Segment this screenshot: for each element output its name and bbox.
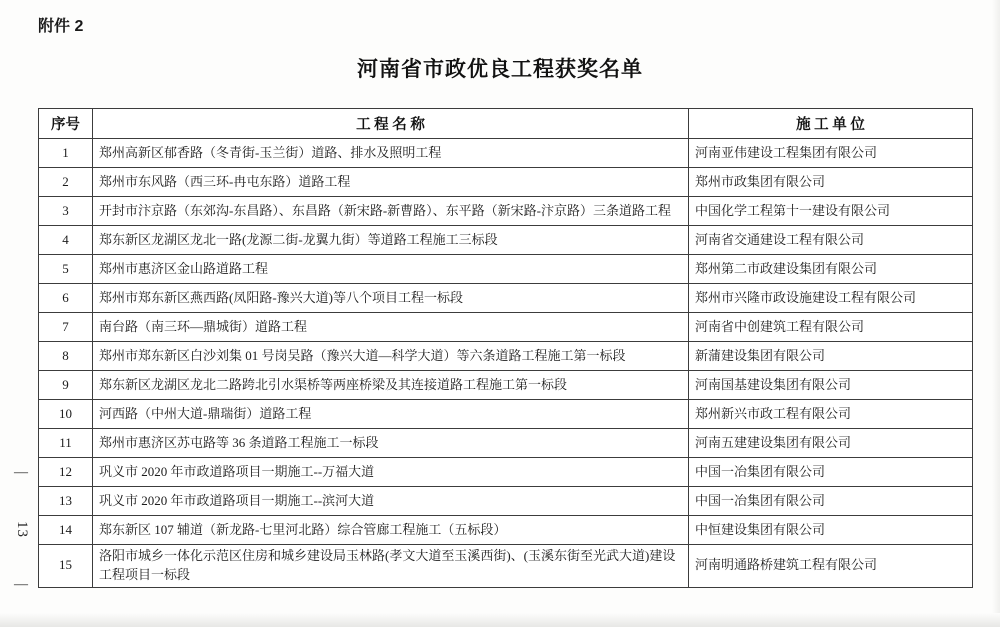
company-cell: 郑州新兴市政工程有限公司 (689, 400, 973, 429)
project-name-cell: 郑东新区龙湖区龙北二路跨北引水渠桥等两座桥梁及其连接道路工程施工第一标段 (93, 371, 689, 400)
project-name-cell: 郑州市惠济区苏屯路等 36 条道路工程施工一标段 (93, 429, 689, 458)
company-cell: 郑州市兴隆市政设施建设工程有限公司 (689, 284, 973, 313)
project-name-cell: 开封市汴京路（东郊沟-东昌路）、东昌路（新宋路-新曹路）、东平路（新宋路-汴京路）三条道路工程 (93, 197, 689, 226)
company-cell: 河南亚伟建设工程集团有限公司 (689, 139, 973, 168)
project-name-cell: 巩义市 2020 年市政道路项目一期施工--万福大道 (93, 458, 689, 487)
table-row (39, 168, 973, 197)
table-row (39, 516, 973, 545)
project-name-cell: 郑州市郑东新区燕西路(凤阳路-豫兴大道)等八个项目工程一标段 (93, 284, 689, 313)
table-row (39, 458, 973, 487)
page-title: 河南省市政优良工程获奖名单 (357, 58, 643, 81)
attachment-label: 附件 2 (38, 18, 84, 35)
table-row (39, 226, 973, 255)
company-cell: 中国一冶集团有限公司 (689, 458, 973, 487)
table-row (39, 371, 973, 400)
table-row (39, 545, 973, 588)
row-number-cell: 3 (39, 197, 93, 226)
project-name-cell: 巩义市 2020 年市政道路项目一期施工--滨河大道 (93, 487, 689, 516)
project-name-cell: 郑州市郑东新区白沙刘集 01 号岗吴路（豫兴大道—科学大道）等六条道路工程施工第一标段 (93, 342, 689, 371)
company-cell: 河南省交通建设工程有限公司 (689, 226, 973, 255)
row-number-cell: 5 (39, 255, 93, 284)
page-number-dash-bottom: — (14, 577, 28, 592)
company-cell: 河南省中创建筑工程有限公司 (689, 313, 973, 342)
header-project-name: 工 程 名 称 (93, 109, 689, 139)
table-row (39, 342, 973, 371)
page-number (6, 466, 36, 592)
row-number-cell: 8 (39, 342, 93, 371)
scan-edge-right (992, 0, 1000, 627)
table-row (39, 284, 973, 313)
company-cell: 中国化学工程第十一建设有限公司 (689, 197, 973, 226)
company-cell: 河南国基建设集团有限公司 (689, 371, 973, 400)
award-table (38, 108, 973, 588)
table-row (39, 429, 973, 458)
row-number-cell: 15 (39, 545, 93, 588)
project-name-cell: 郑州市东风路（西三环-冉屯东路）道路工程 (93, 168, 689, 197)
header-serial-number: 序号 (39, 109, 93, 139)
row-number-cell: 6 (39, 284, 93, 313)
table-row (39, 255, 973, 284)
project-name-cell: 郑州市惠济区金山路道路工程 (93, 255, 689, 284)
row-number-cell: 10 (39, 400, 93, 429)
page-number-value: 13 (13, 520, 30, 538)
table-row (39, 139, 973, 168)
table-header-row (39, 109, 973, 139)
row-number-cell: 2 (39, 168, 93, 197)
row-number-cell: 7 (39, 313, 93, 342)
project-name-cell: 郑东新区龙湖区龙北一路(龙源二街-龙翼九街）等道路工程施工三标段 (93, 226, 689, 255)
scan-edge-bottom (0, 613, 1000, 627)
project-name-cell: 郑东新区 107 辅道（新龙路-七里河北路）综合管廊工程施工（五标段） (93, 516, 689, 545)
company-cell: 中国一冶集团有限公司 (689, 487, 973, 516)
project-name-cell: 郑州高新区郁香路（冬青街-玉兰街）道路、排水及照明工程 (93, 139, 689, 168)
header-construction-unit: 施 工 单 位 (689, 109, 973, 139)
row-number-cell: 13 (39, 487, 93, 516)
row-number-cell: 9 (39, 371, 93, 400)
page-number-dash-top: — (14, 465, 28, 480)
company-cell: 郑州市政集团有限公司 (689, 168, 973, 197)
company-cell: 河南明通路桥建筑工程有限公司 (689, 545, 973, 588)
table-row (39, 197, 973, 226)
table-body (39, 139, 973, 588)
company-cell: 新蒲建设集团有限公司 (689, 342, 973, 371)
project-name-cell: 河西路（中州大道-鼎瑞街）道路工程 (93, 400, 689, 429)
company-cell: 河南五建建设集团有限公司 (689, 429, 973, 458)
row-number-cell: 4 (39, 226, 93, 255)
table-row (39, 400, 973, 429)
row-number-cell: 14 (39, 516, 93, 545)
table-row (39, 313, 973, 342)
row-number-cell: 11 (39, 429, 93, 458)
project-name-cell: 洛阳市城乡一体化示范区住房和城乡建设局玉林路(孝文大道至玉溪西街)、(玉溪东街至光武大道)建设工程项目一标段 (93, 545, 689, 588)
row-number-cell: 1 (39, 139, 93, 168)
row-number-cell: 12 (39, 458, 93, 487)
table-row (39, 487, 973, 516)
company-cell: 中恒建设集团有限公司 (689, 516, 973, 545)
company-cell: 郑州第二市政建设集团有限公司 (689, 255, 973, 284)
project-name-cell: 南台路（南三环—鼎城街）道路工程 (93, 313, 689, 342)
